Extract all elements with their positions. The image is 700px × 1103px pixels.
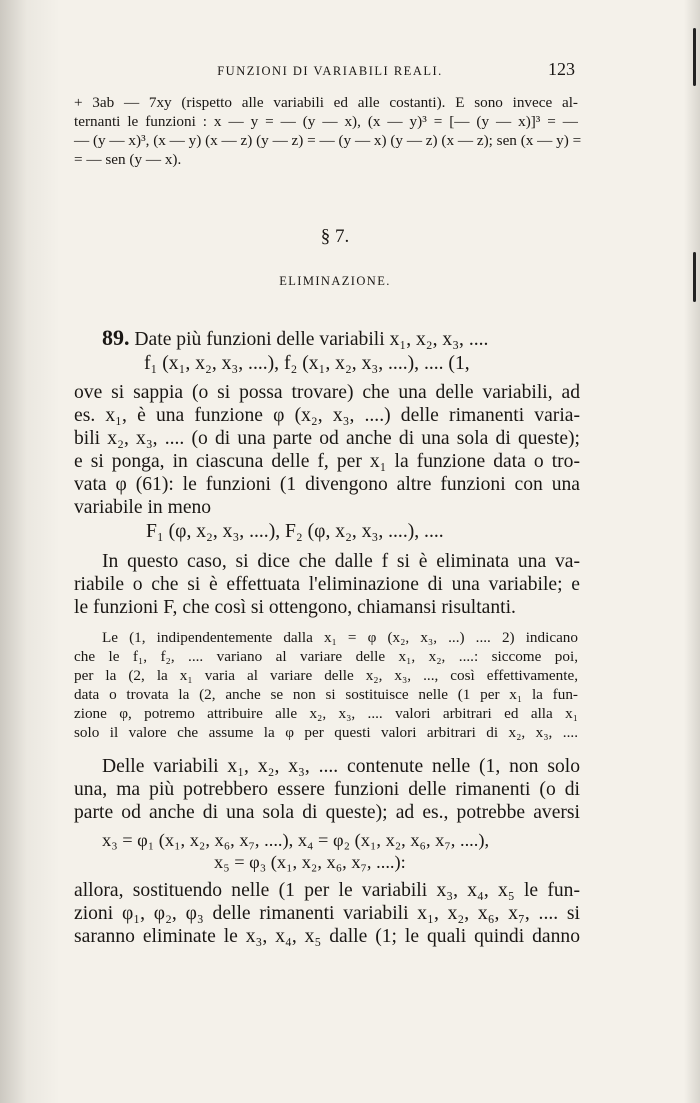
top-block-line: + 3ab — 7xy (rispetto alle variabili ed alle costanti). E sono invece al-	[74, 94, 578, 111]
formula-2: F₁ (φ, x₂, x₃, ....), F₂ (φ, x₂, x₃, ....), ....	[146, 521, 444, 542]
final-line: allora, sostituendo nelle (1 per le variabili x₃, x₄, x₅ le fun-	[74, 880, 580, 901]
result-line: riabile o che si è effettuata l'eliminazione di una variabile; e	[74, 574, 580, 595]
note-line: solo il valore che assume la φ per questi valori arbitrari di x₂, x₃, ....	[74, 724, 578, 741]
para89-line: vata φ (61): le funzioni (1 divengono altre funzioni con una	[74, 474, 580, 495]
edge-mark	[693, 252, 696, 302]
top-block-line: ternanti le funzioni : x — y = — (y — x), (x — y)³ = [— (y — x)]³ = —	[74, 113, 578, 130]
note-line: data o trovata la (2, anche se non si sostituisce nelle (1 per x₁ la fun-	[74, 686, 578, 703]
result-line: In questo caso, si dice che dalle f si è eliminata una va-	[102, 551, 580, 572]
formula-3-line-1: x₃ = φ₁ (x₁, x₂, x₆, x₇, ....), x₄ = φ₂ (x₁, x₂, x₆, x₇, ....),	[102, 830, 490, 850]
para89-text: Date più funzioni delle variabili x₁, x₂, x₃, ....	[134, 329, 489, 350]
para89-line: e si ponga, in ciascuna delle f, per x₁ la funzione data o tro-	[74, 451, 580, 472]
note-line: che le f₁, f₂, .... variano al variare delle x₁, x₂, ....: siccome poi,	[74, 648, 578, 665]
paragraph-number: 89.	[102, 325, 130, 350]
section-number: § 7.	[320, 226, 350, 247]
edge-mark	[693, 28, 696, 86]
para89-line: variabile in meno	[74, 497, 212, 518]
page-number: 123	[548, 59, 575, 79]
delle-line: parte od anche di una sola di queste); ad es., potrebbe aversi	[74, 802, 580, 823]
delle-line: Delle variabili x₁, x₂, x₃, .... contenute nelle (1, non solo	[102, 756, 580, 777]
result-line: le funzioni F, che così si ottengono, chiamansi risultanti.	[74, 597, 516, 618]
delle-line: una, ma più potrebbero essere funzioni delle rimanenti (o di	[74, 779, 580, 800]
para89-line: bili x₂, x₃, .... (o di una parte od anche di una sola di queste);	[74, 428, 580, 449]
page-edge-shadow-left	[0, 0, 60, 1103]
section-title: ELIMINAZIONE.	[279, 274, 391, 288]
formula-3-line-2: x₅ = φ₃ (x₁, x₂, x₆, x₇, ....):	[214, 852, 406, 872]
formula-1: f₁ (x₁, x₂, x₃, ....), f₂ (x₁, x₂, x₃, ....), .... (1,	[144, 353, 470, 374]
para89-line: ove si sappia (o si possa trovare) che una delle variabili, ad	[74, 382, 580, 403]
running-title: FUNZIONI DI VARIABILI REALI.	[217, 64, 443, 78]
final-line: zioni φ₁, φ₂, φ₃ delle rimanenti variabili x₁, x₂, x₆, x₇, .... si	[74, 903, 580, 924]
note-line: per la (2, la x₁ varia al variare delle x₂, x₃, ..., così effettivamente,	[74, 667, 578, 684]
top-block-line: — (y — x)³, (x — y) (x — z) (y — z) = — (y — x) (y — z) (x — z); sen (x — y) =	[74, 132, 582, 149]
page-edge-shadow-right	[684, 0, 700, 1103]
note-line: Le (1, indipendentemente dalla x₁ = φ (x₂, x₃, ...) .... 2) indicano	[102, 629, 578, 646]
para89-line: es. x₁, è una funzione φ (x₂, x₃, ....) delle rimanenti varia-	[74, 405, 580, 426]
note-line: zione φ, potremo attribuire alle x₂, x₃, .... valori arbitrari ed alla x₁	[74, 705, 578, 722]
top-block-line: = — sen (y — x).	[74, 151, 182, 168]
para89-first-line	[102, 326, 488, 352]
final-line: saranno eliminate le x₃, x₄, x₅ dalle (1; le quali quindi danno	[74, 926, 580, 947]
